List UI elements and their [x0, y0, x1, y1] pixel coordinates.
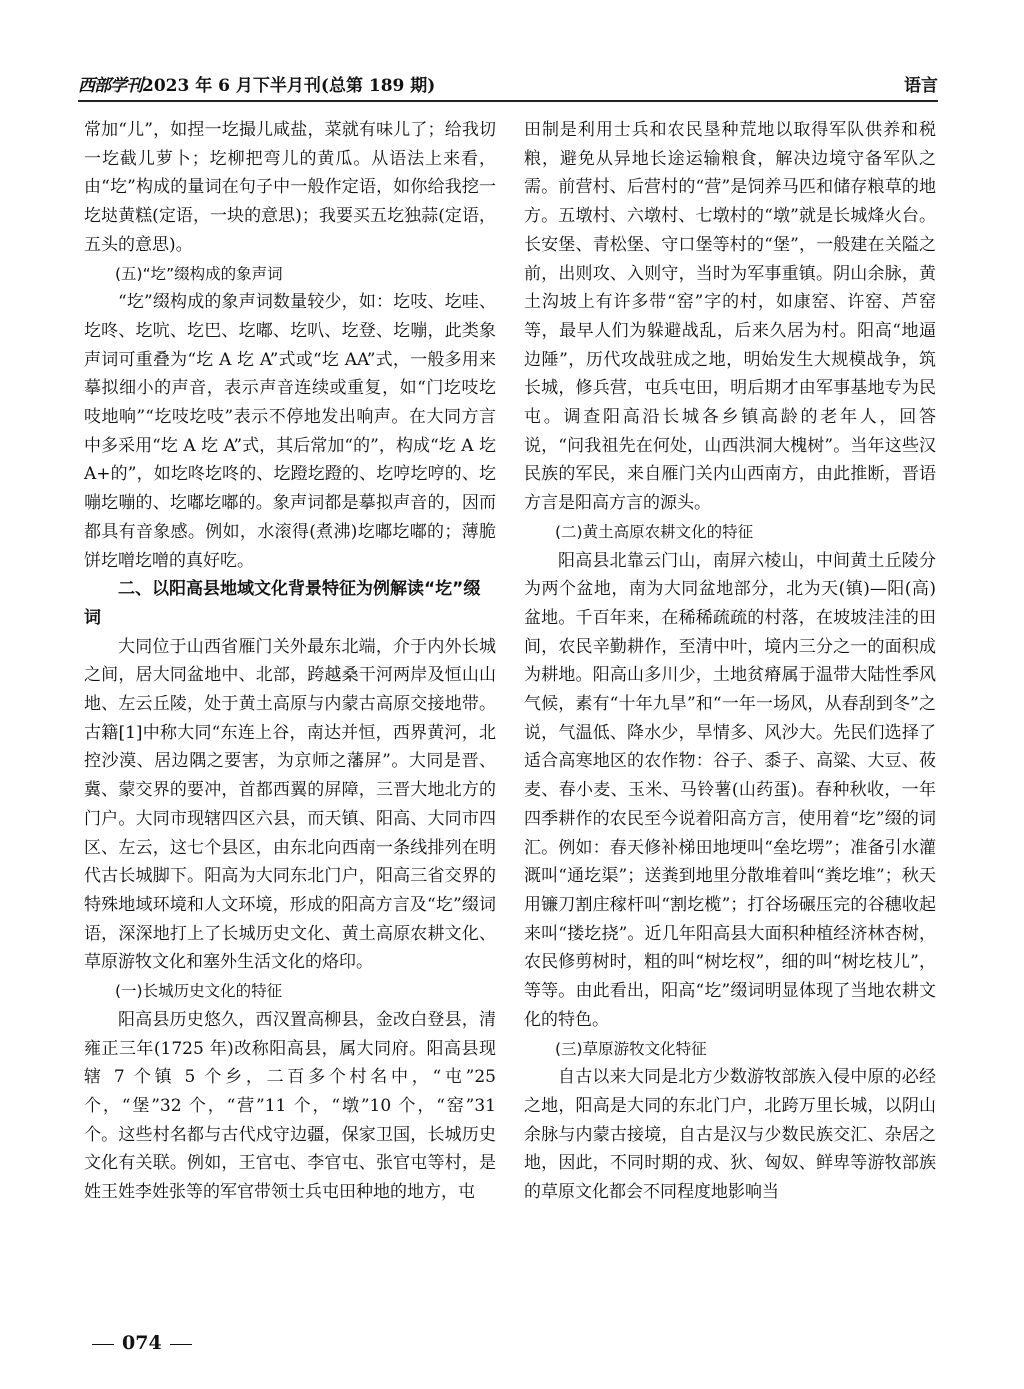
- paragraph: 常加“儿”，如捏一圪撮儿咸盐，菜就有味儿了；给我切一圪截儿萝卜；圪柳把弯儿的黄瓜。从语法上来看，由“圪”构成的量词在句子中一般作定语，如你给我挖一圪垯黄糕(定语，一块的意思)；我要买五圪独蒜(定语，五头的意思)。: [84, 120, 496, 255]
- page-footer: [84, 1332, 200, 1354]
- subsection-heading: (一)长城历史文化的特征: [115, 982, 283, 1001]
- header-journal-issue: [78, 71, 435, 96]
- paragraph: “圪”缀构成的象声词数量较少，如：圪吱、圪哇、圪咚、圪吭、圪巴、圪嘟、圪叭、圪登、圪嘣，此类象声词可重叠为“圪 A 圪 A”式或“圪 AA”式，一般多用来摹拟细小的声音，表示声音连续或重复，如“门圪吱圪吱地响”“圪吱圪吱”表示不停地发出响声。在大同方言中多采用“圪 A 圪 A”式，其后常加“的”，构成“圪 A 圪 A+的”，如圪咚圪咚的、圪蹬圪蹬的、圪哼圪哼的、圪嘣圪嘣的、圪嘟圪嘟的。象声词都是摹拟声音的，因而都具有音象感。例如，水滚得(煮沸)圪嘟圪嘟的；薄脆饼圪噌圪噌的真好吃。: [84, 292, 496, 571]
- section-heading: 二、以阳高县地域文化背景特征为例解读“圪”缀词: [84, 579, 481, 628]
- section-label: 语言: [904, 76, 938, 96]
- paragraph: 自古以来大同是北方少数游牧部族入侵中原的必经之地，阳高是大同的东北门户，北跨万里长城，以阴山余脉与内蒙古接境，自古是汉与少数民族交汇、杂居之地，因此，不同时期的戎、狄、匈奴、鲜卑等游牧部族的草原文化都会不同程度地影响当: [524, 1067, 936, 1203]
- subsection-heading: (三)草原游牧文化特征: [555, 1039, 707, 1058]
- footer-dash-left: [92, 1344, 114, 1345]
- journal-logo: 西部学刊: [78, 76, 142, 96]
- issue-label: 2023 年 6 月下半月刊(总第 189 期): [142, 76, 436, 96]
- subsection-heading: (二)黄土高原农耕文化的特征: [555, 522, 754, 541]
- left-column: [84, 116, 496, 1316]
- paragraph: 阳高县北靠云门山，南屏六棱山，中间黄土丘陵分为两个盆地，南为大同盆地部分，北为天(镇)—阳(高)盆地。千百年来，在稀稀疏疏的村落，在坡坡洼洼的田间，农民辛勤耕作，至清中叶，境内三分之一的面积成为耕地。阳高山多川少，土地贫瘠属于温带大陆性季风气候，素有“十年九旱”和“一年一场风，从春刮到冬”之说，气温低、降水少，旱情多、风沙大。先民们选择了适合高寒地区的农作物：谷子、黍子、高粱、大豆、莜麦、春小麦、玉米、马铃薯(山药蛋)。春种秋收，一年四季耕作的农民至今说着阳高方言，使用着“圪”缀的词汇。例如：春天修补梯田地埂叫“垒圪塄”；准备引水灌溉叫“通圪渠”；送粪到地里分散堆着叫“粪圪堆”；秋天用镰刀割庄稼杆叫“割圪榄”；打谷场碾压完的谷穗收起来叫“搂圪挠”。近几年阳高县大面积种植经济林杏树，农民修剪树时，粗的叫“树圪杈”，细的叫“树圪枝儿”，等等。由此看出，阳高“圪”缀词明显体现了当地农耕文化的特色。: [524, 550, 936, 1030]
- paragraph: 田制是利用士兵和农民垦种荒地以取得军队供养和税粮，避免从异地长途运输粮食，解决边境守备军队之需。前营村、后营村的“营”是饲养马匹和储存粮草的地方。五墩村、六墩村、七墩村的“墩”就是长城烽火台。长安堡、青松堡、守口堡等村的“堡”，一般建在关隘之前，出则攻、入则守，当时为军事重镇。阴山余脉，黄土沟坡上有许多带“窑”字的村，如康窑、许窑、芦窑等，最早人们为躲避战乱，后来久居为村。阳高“地逼边陲”，历代攻战驻成之地，明始发生大规模战争，筑长城，修兵营，屯兵屯田，明后期才由军事基地专为民屯。调查阳高沿长城各乡镇高龄的老年人，回答说，“问我祖先在何处，山西洪洞大槐树”。当年这些汉民族的军民，来自雁门关内山西南方，由此推断，晋语方言是阳高方言的源头。: [524, 120, 936, 514]
- right-column: [524, 116, 936, 1316]
- subsection-heading: (五)“圪”缀构成的象声词: [115, 264, 283, 283]
- footer-dash-right: [170, 1344, 192, 1345]
- page-number: 074: [122, 1332, 162, 1354]
- paragraph: 大同位于山西省雁门关外最东北端，介于内外长城之间，居大同盆地中、北部，跨越桑干河两岸及恒山山地、左云丘陵，处于黄土高原与内蒙古高原交接地带。古籍[1]中称大同“东连上谷，南达并恒，西界黄河，北控沙漠、居边隅之要害，为京师之藩屏”。大同是晋、冀、蒙交界的要冲，首都西翼的屏障，三晋大地北方的门户。大同市现辖四区六县，而天镇、阳高、大同市四区、左云，这七个县区，由东北向西南一条线排列在明代古长城脚下。阳高为大同东北门户，阳高三省交界的特殊地域环境和人文环境，形成的阳高方言及“圪”缀词语，深深地打上了长城历史文化、黄土高原农耕文化、草原游牧文化和塞外生活文化的烙印。: [84, 636, 496, 973]
- paragraph: 阳高县历史悠久，西汉置高柳县，金改白登县，清雍正三年(1725 年)改称阳高县，属大同府。阳高县现辖 7 个镇 5 个乡，二百多个村名中，“屯”25 个，“堡”32 个，“营”11 个，“墩”10 个，“窑”31 个。这些村名都与古代戍守边疆，保家卫国，长城历史文化有关联。例如，王官屯、李官屯、张官屯等村，是姓王姓李姓张等的军官带领士兵屯田种地的地方，屯: [84, 1009, 496, 1203]
- page-header: [78, 72, 938, 102]
